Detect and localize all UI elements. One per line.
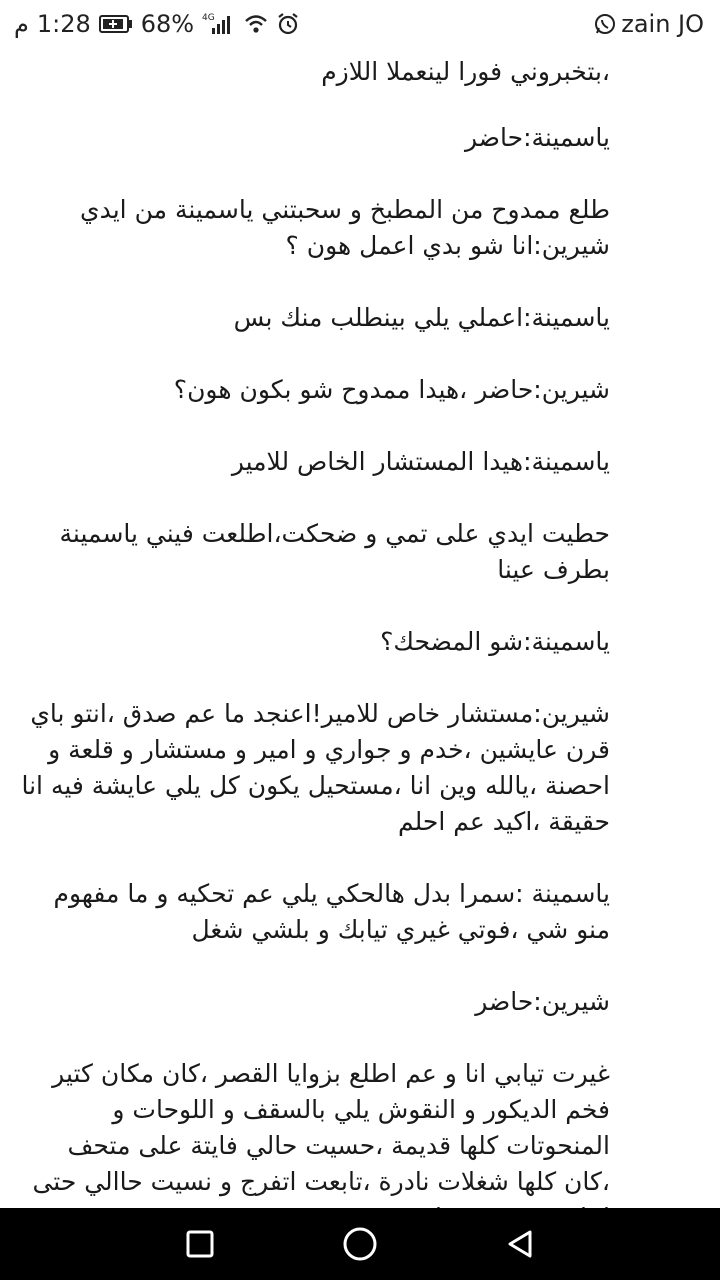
whatsapp-icon [593,12,617,36]
story-paragraph: ياسمينة :سمرا بدل هالحكي يلي عم تحكيه و ما مفهوم منو شي ،فوتي غيري تيابك و بلشي شغل [53,879,610,944]
story-paragraph: شيرين:حاضر [475,987,610,1016]
battery-icon [99,14,133,34]
alarm-icon [276,12,300,36]
battery-percent: 68% [140,10,195,38]
ampm-indicator: م [14,10,29,38]
story-paragraph: شيرين:حاضر ،هيدا ممدوح شو بكون هون؟ [173,375,610,404]
home-icon [342,1226,378,1262]
back-button[interactable] [500,1224,540,1264]
story-paragraph: ،بتخبروني فورا لينعملا اللازم [321,57,610,86]
story-paragraph: غيرت تيابي انا و عم اطلع بزوايا القصر ،كان مكان كتير فخم الديكور و النقوش يلي بالسقف و اللوحات و المنحوتات كلها قديمة ،حسيت حالي فايتة على متحف ،كان كلها شغلات نادرة ،تابعت اتفرج و نسيت حاالي حتى [32,1059,610,1196]
svg-text:4G: 4G [202,13,215,23]
clock-time: 1:28 [36,10,91,38]
signal-icon [202,12,236,36]
navigation-bar [0,1208,720,1280]
story-paragraph: شيرين:انا شو بدي اعمل هون ؟ [285,231,610,260]
story-paragraph: ياسمينة:اعملي يلي بينطلب منك بس [233,303,610,332]
home-button[interactable] [340,1224,380,1264]
story-paragraph: ياسمينة:هيدا المستشار الخاص للامير [231,447,610,476]
story-paragraph: طلع ممدوح من المطبخ و سحبتني ياسمينة من ايدي [80,195,610,224]
story-content[interactable] [0,48,720,1208]
wifi-icon [244,14,268,34]
recents-icon [185,1229,215,1259]
back-icon [504,1228,536,1260]
story-paragraph: شيرين:مستشار خاص للامير!اعنجد ما عم صدق ،انتو باي قرن عايشين ،خدم و جواري و امير و مستشار و قلعة و احصنة ،يالله وين انا ،مستحيل يكون كل يلي عايشة فيه انا حقيقة ،اكيد عم احلم [21,699,610,836]
status-left-group [14,10,300,38]
status-right-group [593,10,704,38]
story-paragraph: ياسمينة:شو المضحك؟ [380,627,610,656]
story-paragraph: ياسمينة:حاضر [465,123,610,152]
recents-button[interactable] [180,1224,220,1264]
carrier-name: zain JO [621,10,704,38]
status-bar [0,0,720,48]
story-paragraph: حطيت ايدي على تمي و ضحكت،اطلعت فيني ياسمينة بطرف عينا [59,519,610,584]
